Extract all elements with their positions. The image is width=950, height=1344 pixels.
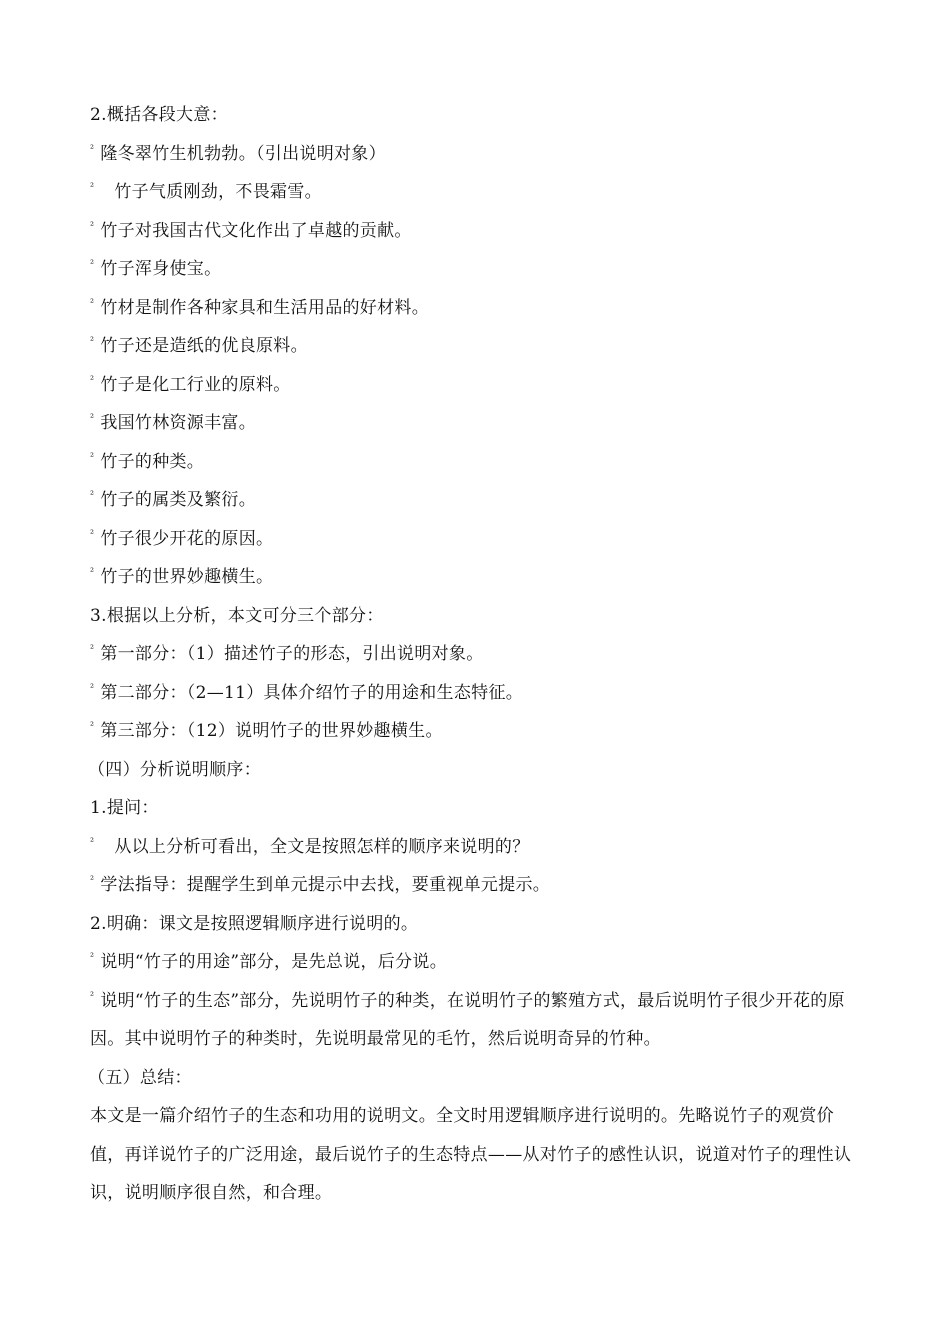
answer-heading: 2.明确：课文是按照逻辑顺序进行说明的。 — [90, 913, 419, 934]
summary-text: 竹子对我国古代文化作出了卓越的贡献。 — [100, 220, 412, 241]
bullet-icon: ² — [90, 490, 95, 501]
summary-text: 竹子的属类及繁衍。 — [100, 490, 257, 510]
bullet-icon: ² — [90, 220, 95, 232]
section2-heading: 2.概括各段大意： — [90, 105, 228, 125]
summary-item — [90, 481, 860, 520]
bullet-icon: ² — [90, 528, 95, 540]
document-body — [90, 96, 860, 1213]
section3-heading: 3.根据以上分析，本文可分三个部分： — [90, 605, 384, 626]
section-five-title: （五）总结： — [88, 1067, 192, 1088]
summary-item — [90, 327, 860, 366]
summary-item — [90, 250, 860, 289]
part-text: 第三部分：（12）说明竹子的世界妙趣横生。 — [100, 721, 443, 741]
summary-paragraph: 本文是一篇介绍竹子的生态和功用的说明文。全文时用逻辑顺序进行说明的。先略说竹子的观赏价值，再详说竹子的广泛用途，最后说竹子的生态特点——从对竹子的感性认识，说道对竹子的理性认识，说明顺序很自然，和合理。 — [90, 1106, 852, 1203]
summary-text: 竹子很少开花的原因。 — [100, 528, 274, 549]
summary-text: 竹子浑身使宝。 — [100, 259, 222, 279]
bullet-icon: ² — [90, 721, 95, 732]
question-text: 从以上分析可看出，全文是按照怎样的顺序来说明的？ — [114, 836, 530, 857]
summary-item — [90, 212, 860, 251]
summary-text: 竹子是化工行业的原料。 — [100, 374, 291, 395]
summary-item — [90, 404, 860, 443]
bullet-icon: ² — [90, 259, 95, 270]
summary-item — [90, 366, 860, 405]
bullet-icon: ² — [90, 297, 95, 309]
part-text: 第二部分：（2—11）具体介绍竹子的用途和生态特征。 — [100, 682, 524, 703]
question-item — [90, 828, 860, 867]
question-heading: 1.提问： — [90, 798, 159, 818]
summary-text: 竹材是制作各种家具和生活用品的好材料。 — [100, 297, 430, 318]
summary-item — [90, 558, 860, 597]
summary-text: 隆冬翠竹生机勃勃。（引出说明对象） — [100, 143, 386, 164]
answer-text: 说明“竹子的生态”部分，先说明竹子的种类，在说明竹子的繁殖方式，最后说明竹子很少开花的原因。其中说明竹子的种类时，先说明最常见的毛竹，然后说明奇异的竹种。 — [90, 990, 845, 1049]
bullet-icon: ² — [90, 952, 95, 963]
method-guide-item — [90, 866, 860, 905]
bullet-icon: ² — [90, 682, 95, 694]
bullet-icon: ² — [90, 374, 95, 386]
summary-item — [90, 289, 860, 328]
part-text: 第一部分：（1）描述竹子的形态，引出说明对象。 — [100, 644, 484, 664]
answer-item — [90, 982, 860, 1059]
summary-text: 我国竹林资源丰富。 — [100, 413, 257, 433]
summary-text: 竹子的世界妙趣横生。 — [100, 567, 274, 587]
bullet-icon: ² — [90, 413, 95, 424]
part-item — [90, 712, 860, 751]
bullet-icon: ² — [90, 836, 95, 848]
bullet-icon: ² — [90, 182, 95, 193]
part-item — [90, 674, 860, 713]
section-four-title: （四）分析说明顺序： — [88, 759, 261, 780]
method-guide-text: 学法指导：提醒学生到单元提示中去找，要重视单元提示。 — [100, 875, 551, 895]
bullet-icon: ² — [90, 451, 95, 463]
bullet-icon: ² — [90, 990, 95, 1002]
answer-item — [90, 943, 860, 982]
bullet-icon: ² — [90, 567, 95, 578]
summary-item — [90, 443, 860, 482]
bullet-icon: ² — [90, 644, 95, 655]
summary-item — [90, 173, 860, 212]
answer-text: 说明“竹子的用途”部分，是先总说，后分说。 — [100, 952, 447, 972]
summary-text: 竹子还是造纸的优良原料。 — [100, 336, 308, 356]
bullet-icon: ² — [90, 336, 95, 347]
bullet-icon: ² — [90, 143, 95, 155]
summary-item — [90, 520, 860, 559]
summary-item — [90, 135, 860, 174]
part-item — [90, 635, 860, 674]
summary-text: 竹子的种类。 — [100, 451, 205, 472]
summary-text: 竹子气质刚劲，不畏霜雪。 — [114, 182, 322, 202]
bullet-icon: ² — [90, 875, 95, 886]
